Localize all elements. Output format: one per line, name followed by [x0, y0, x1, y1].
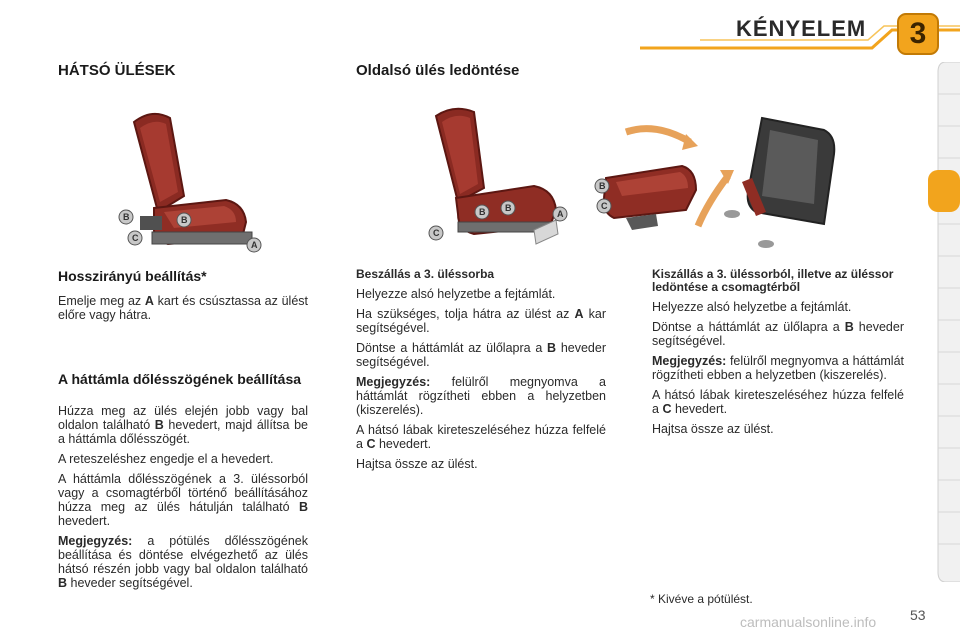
paragraph [58, 472, 308, 528]
paragraph [356, 307, 606, 335]
text: a pótülés dőlésszögének beállítása és döntése elvégezhető az ülés hátsó részén jobb vagy bal oldalon található [58, 534, 308, 576]
seat-label-b2: B [181, 215, 188, 225]
heading-entry-third-row: Beszállás a 3. üléssorba [356, 267, 495, 281]
label-c: C [662, 402, 672, 416]
label-b: B [844, 320, 854, 334]
side-chapter-tabs [926, 62, 960, 582]
label-b: B [547, 341, 557, 355]
note-label: Megjegyzés: [652, 354, 727, 368]
heading-longitudinal-adjust: Hosszirányú beállítás* [58, 268, 207, 284]
text: Emelje meg az [58, 294, 145, 308]
paragraph [58, 404, 308, 446]
label-a: A [574, 307, 584, 321]
text: Döntse a háttámlát az ülőlapra a [652, 320, 845, 334]
paragraph [652, 388, 904, 416]
text: hevedert. [58, 514, 111, 528]
paragraph [652, 354, 904, 382]
text: heveder segítségével. [67, 576, 193, 590]
text: hevedert. [375, 437, 432, 451]
paragraph: Hajtsa össze az ülést. [652, 422, 774, 436]
footnote: * Kivéve a pótülést. [650, 592, 753, 606]
label-b: B [154, 418, 164, 432]
text: kart és csúsztassa az ülést előre vagy hátra. [58, 294, 308, 322]
seat-adjust-illustration [104, 104, 264, 258]
paragraph: A reteszeléshez engedje el a hevedert. [58, 452, 274, 466]
label-a: A [144, 294, 154, 308]
text: kar segítségével. [356, 307, 606, 335]
text: heveder segítségével. [356, 341, 606, 369]
seat-fold-illustration-3 [722, 112, 844, 256]
note-label: Megjegyzés: [58, 534, 133, 548]
seat-fold-illustration-2 [586, 118, 736, 248]
text: Döntse a háttámlát az ülőlapra a [356, 341, 548, 355]
exit-third-row-text [652, 268, 904, 442]
paragraph: Hajtsa össze az ülést. [356, 457, 478, 471]
label-c: C [366, 437, 376, 451]
paragraph [58, 534, 308, 590]
text: felülről megnyomva a háttámlát rögzítheti ebben a helyzetben (kiszerelés). [652, 354, 904, 382]
text: felülről megnyomva a háttámlát rögzítheti ebben a helyzetben (kiszerelés). [356, 375, 606, 417]
heading-backrest-angle: A háttámla dőlésszögének beállítása [58, 371, 302, 387]
heading-exit-third-row: Kiszállás a 3. üléssorból, illetve az üléssor ledöntése a csomagtérből [652, 267, 894, 294]
label-b: B [58, 576, 68, 590]
text: A háttámla dőlésszögének a 3. üléssorból vagy a csomagtérből történő beállításához húzza meg az ülés hátulján található [58, 472, 308, 514]
section-title-rear-seats: HÁTSÓ ÜLÉSEK [58, 62, 176, 79]
seat-label-a: A [251, 240, 258, 250]
label-b: B [298, 500, 308, 514]
fold2-label-b: B [599, 181, 606, 191]
entry-third-row-text [356, 268, 606, 477]
paragraph [356, 423, 606, 451]
text: hevedert. [671, 402, 728, 416]
text: Húzza meg az ülés elején jobb vagy bal oldalon található [58, 404, 308, 432]
text: hevedert, majd állítsa be a háttámla dőlésszögét. [58, 418, 308, 446]
fold-label-a: A [557, 209, 564, 219]
chapter-number: 3 [909, 17, 927, 50]
fold-label-b1: B [479, 207, 486, 217]
longitudinal-adjust-text [58, 294, 308, 328]
text: A hátsó lábak kireteszeléséhez húzza felfelé a [356, 423, 606, 451]
chapter-title: KÉNYELEM [736, 16, 867, 41]
text: Ha szükséges, tolja hátra az ülést az [356, 307, 575, 321]
fold-label-c: C [433, 228, 440, 238]
paragraph [58, 294, 308, 322]
text: heveder segítségével. [652, 320, 904, 348]
seat-fold-illustration-1 [418, 102, 584, 248]
seat-label-b1: B [123, 212, 130, 222]
fold2-label-c: C [601, 201, 608, 211]
seat-label-c: C [132, 233, 139, 243]
page-number: 53 [910, 607, 926, 623]
section-title-side-seat-fold: Oldalsó ülés ledöntése [356, 62, 520, 79]
paragraph: Helyezze alsó helyzetbe a fejtámlát. [652, 300, 852, 314]
watermark: carmanualsonline.info [740, 614, 877, 630]
note-label: Megjegyzés: [356, 375, 431, 389]
paragraph [652, 320, 904, 348]
paragraph [356, 341, 606, 369]
paragraph [356, 375, 606, 417]
fold-label-b2: B [505, 203, 512, 213]
paragraph: Helyezze alsó helyzetbe a fejtámlát. [356, 287, 556, 301]
backrest-angle-text [58, 404, 308, 596]
text: A hátsó lábak kireteszeléséhez húzza felfelé a [652, 388, 904, 416]
